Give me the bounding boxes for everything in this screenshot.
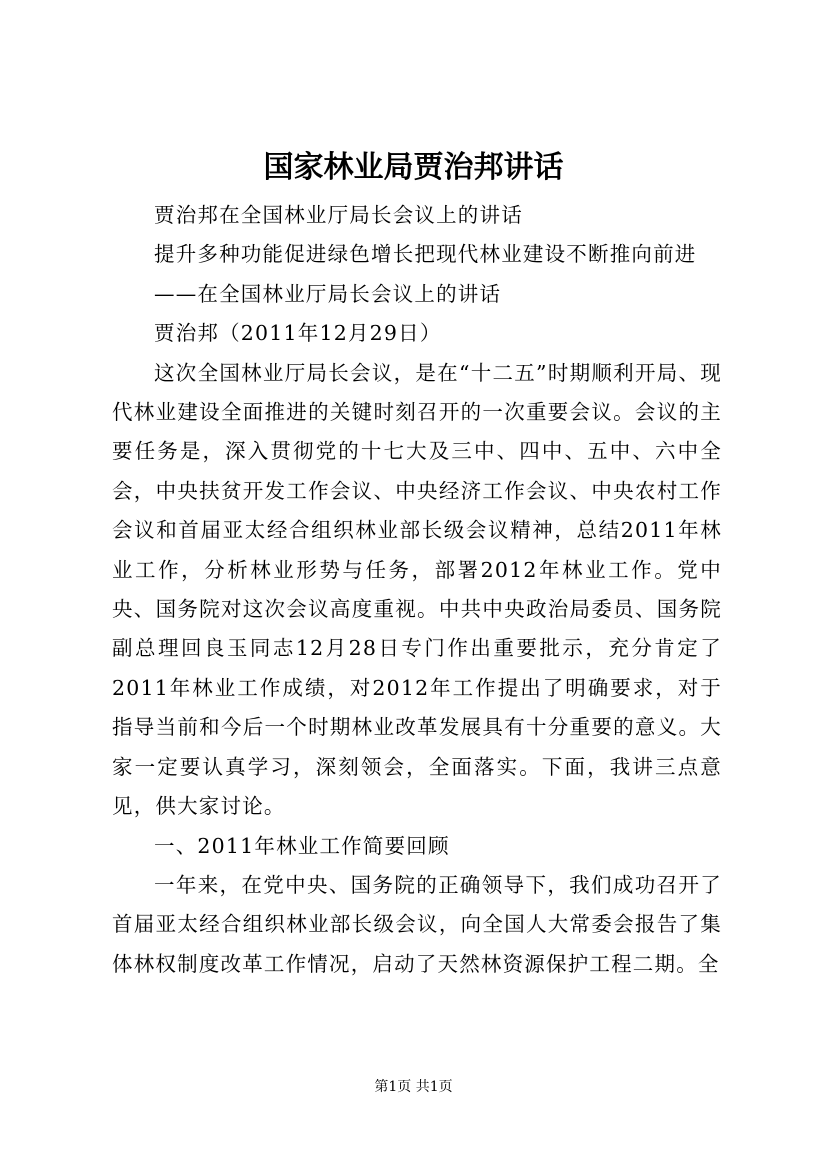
paragraph-body: 一年来，在党中央、国务院的正确领导下，我们成功召开了首届亚太经合组织林业部长级会议，向全国人大常委会报告了集体林权制度改革工作情况，启动了天然林资源保护工程二期。全 <box>112 872 722 976</box>
paragraph-body: 这次全国林业厅局长会议，是在“十二五”时期顺利开局、现代林业建设全面推进的关键时刻召开的一次重要会议。会议的主要任务是，深入贯彻党的十七大及三中、四中、五中、六中全会，中央扶贫开发工作会议、中央经济工作会议、中央农村工作会议和首届亚太经合组织林业部长级会议精神，总结2011年林业工作，分析林业形势与任务，部署2012年林业工作。党中央、国务院对这次会议高度重视。中共中央政治局委员、国务院副总理回良玉同志12月28日专门作出重要批示，充分肯定了2011年林业工作成绩，对2012年工作提出了明确要求，对于指导当前和今后一个时期林业改革发展具有十分重要的意义。大家一定要认真学习，深刻领会，全面落实。下面，我讲三点意见，供大家讨论。 <box>112 360 722 819</box>
page-footer: 第1页 共1页 <box>374 1079 453 1095</box>
paragraph-section-heading: 一、2011年林业工作简要回顾 <box>154 833 450 858</box>
document-body <box>112 196 722 984</box>
paragraph-author-date: 贾治邦（2011年12月29日） <box>154 321 442 346</box>
paragraph-heading: 提升多种功能促进绿色增长把现代林业建设不断推向前进 <box>154 242 697 267</box>
paragraph-subtitle: 贾治邦在全国林业厅局长会议上的讲话 <box>154 203 523 227</box>
document-title: 国家林业局贾治邦讲话 <box>263 150 564 185</box>
paragraph-heading-sub: ——在全国林业厅局长会议上的讲话 <box>154 281 502 306</box>
